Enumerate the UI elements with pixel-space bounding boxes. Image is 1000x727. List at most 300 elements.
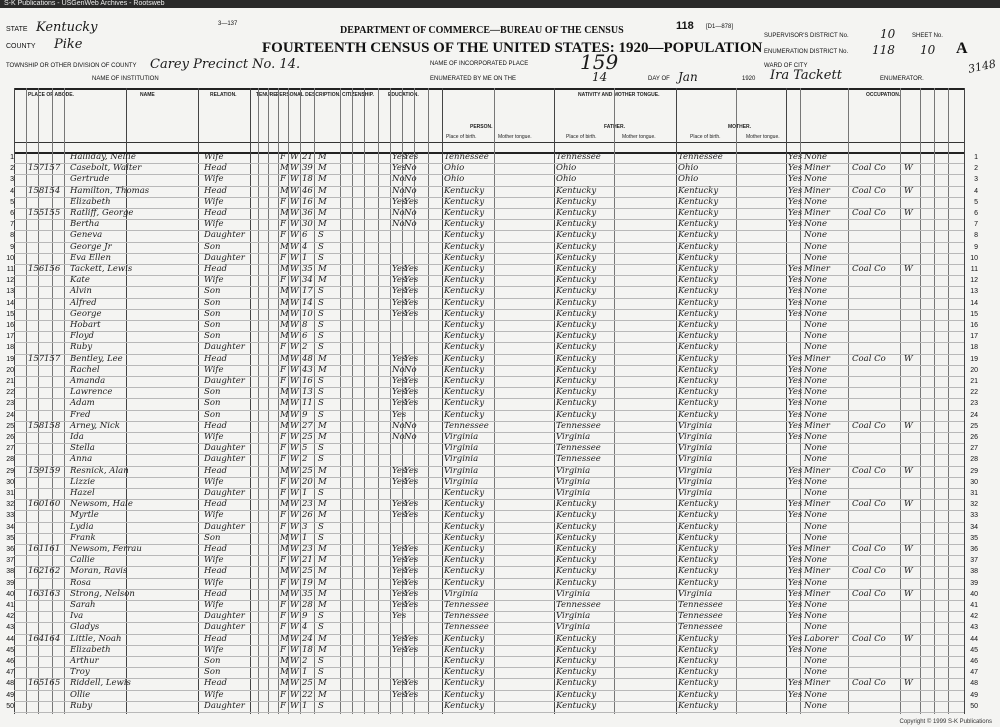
- marital-status: S: [318, 656, 324, 666]
- birthplace: Tennessee: [444, 600, 489, 610]
- race: W: [290, 432, 299, 442]
- day-of-label: DAY OF: [648, 76, 670, 82]
- marital-status: S: [318, 622, 324, 633]
- row-number: 14: [6, 299, 14, 307]
- person-name: Elizabeth: [70, 644, 111, 655]
- father-birthplace: Ohio: [556, 163, 577, 174]
- column-rule: [314, 88, 315, 714]
- age: 4: [302, 622, 308, 633]
- row-number-right: 33: [970, 512, 978, 520]
- age: 22: [302, 689, 313, 700]
- occupation: None: [804, 275, 828, 286]
- relation: Wife: [204, 364, 224, 375]
- margin-number: 3148: [966, 57, 998, 76]
- age: 28: [302, 600, 313, 610]
- occupation: Miner: [804, 163, 830, 174]
- row-number: 30: [6, 478, 14, 486]
- relation: Daughter: [204, 252, 245, 263]
- col-mother-pob: Place of birth.: [690, 134, 721, 140]
- col-mother: MOTHER.: [728, 124, 752, 130]
- sex: F: [280, 488, 286, 498]
- dwelling-number: 159: [28, 465, 45, 476]
- sheet-label: SHEET No.: [912, 33, 943, 39]
- occupation: None: [804, 510, 828, 521]
- age: 9: [302, 409, 308, 420]
- sex: M: [280, 241, 289, 252]
- mother-birthplace: Kentucky: [678, 208, 719, 218]
- race: W: [290, 488, 299, 498]
- row-number-right: 19: [970, 355, 978, 363]
- speaks-english: Yes: [788, 163, 803, 174]
- col-place-of-abode: PLACE OF ABODE.: [28, 92, 74, 98]
- birthplace: Kentucky: [444, 286, 485, 297]
- speaks-english: Yes: [788, 633, 803, 644]
- marital-status: M: [318, 353, 327, 364]
- mother-birthplace: Kentucky: [678, 633, 719, 644]
- row-number-right: 49: [970, 691, 978, 699]
- mother-birthplace: Kentucky: [678, 689, 719, 700]
- speaks-english: Yes: [788, 387, 803, 398]
- race: W: [290, 600, 299, 610]
- speaks-english: Yes: [788, 611, 803, 622]
- race: W: [290, 700, 299, 711]
- father-birthplace: Kentucky: [556, 364, 597, 375]
- speaks-english: Yes: [788, 409, 803, 420]
- father-birthplace: Virginia: [556, 488, 591, 498]
- sex: M: [280, 532, 289, 543]
- can-write: Yes: [404, 308, 419, 319]
- row-number-right: 21: [970, 378, 978, 385]
- mother-birthplace: Virginia: [678, 432, 713, 442]
- col-tenure: TENURE.: [256, 92, 278, 98]
- mother-birthplace: Kentucky: [678, 308, 719, 319]
- marital-status: S: [318, 230, 324, 241]
- mother-birthplace: Kentucky: [678, 566, 719, 577]
- incorporated-place-label: NAME OF INCORPORATED PLACE: [430, 61, 529, 67]
- relation: Head: [204, 420, 227, 431]
- speaks-english: Yes: [788, 544, 803, 554]
- can-read: Yes: [392, 398, 407, 409]
- age: 16: [302, 196, 313, 207]
- speaks-english: Yes: [788, 588, 803, 599]
- race: W: [290, 387, 299, 398]
- speaks-english: Yes: [788, 219, 803, 230]
- person-name: Stella: [70, 443, 95, 454]
- marital-status: M: [318, 600, 327, 610]
- relation: Daughter: [204, 622, 245, 633]
- person-name: Newsom, Ferrau: [70, 544, 142, 554]
- row-number-right: 27: [970, 445, 978, 453]
- race: W: [290, 544, 299, 554]
- row-number: 45: [6, 646, 14, 654]
- birthplace: Kentucky: [444, 409, 485, 420]
- age: 26: [302, 510, 313, 521]
- worker-class: W: [904, 544, 913, 554]
- row-number: 31: [6, 490, 14, 497]
- relation: Son: [204, 286, 221, 297]
- marital-status: M: [318, 163, 327, 174]
- dwelling-number: 158: [28, 420, 45, 431]
- sex: F: [280, 230, 286, 241]
- mother-birthplace: Kentucky: [678, 230, 719, 241]
- dwelling-number: 165: [28, 678, 45, 689]
- column-rule: [378, 88, 379, 714]
- relation: Head: [204, 588, 227, 599]
- marital-status: S: [318, 521, 324, 532]
- occupation: None: [804, 454, 828, 465]
- birthplace: Tennessee: [444, 152, 489, 162]
- row-number-right: 23: [970, 400, 978, 408]
- marital-status: S: [318, 308, 324, 319]
- archive-header-bar: S-K Publications - USGenWeb Archives - Rootsweb: [0, 0, 1000, 8]
- family-number: 155: [44, 208, 61, 218]
- person-name: Adam: [70, 398, 95, 409]
- father-birthplace: Virginia: [556, 611, 591, 622]
- person-name: Alfred: [70, 297, 97, 308]
- col-education: EDUCATION.: [388, 92, 419, 98]
- row-number-right: 48: [970, 680, 978, 688]
- industry: Coal Co: [852, 420, 886, 431]
- row-number: 48: [6, 680, 14, 688]
- speaks-english: Yes: [788, 275, 803, 286]
- sex: M: [280, 208, 289, 218]
- row-number-right: 13: [970, 288, 978, 296]
- father-birthplace: Kentucky: [556, 521, 597, 532]
- worker-class: W: [904, 208, 913, 218]
- can-write: Yes: [404, 510, 419, 521]
- sex: M: [280, 678, 289, 689]
- column-rule: [278, 88, 279, 714]
- race: W: [290, 308, 299, 319]
- can-read: Yes: [392, 499, 407, 510]
- race: W: [290, 667, 299, 678]
- can-write: Yes: [404, 566, 419, 577]
- birthplace: Kentucky: [444, 230, 485, 241]
- worker-class: W: [904, 420, 913, 431]
- person-name: Moran, Ravis: [70, 566, 128, 577]
- row-number-right: 1: [974, 154, 978, 161]
- occupation: Miner: [804, 264, 830, 274]
- father-birthplace: Kentucky: [556, 219, 597, 230]
- speaks-english: Yes: [788, 689, 803, 700]
- relation: Wife: [204, 174, 224, 185]
- can-read: Yes: [392, 644, 407, 655]
- mother-birthplace: Kentucky: [678, 331, 719, 342]
- row-number: 43: [6, 624, 14, 632]
- column-rule: [38, 88, 39, 714]
- dwelling-number: 157: [28, 163, 45, 174]
- row-number: 50: [6, 702, 14, 710]
- father-birthplace: Kentucky: [556, 566, 597, 577]
- birthplace: Kentucky: [444, 364, 485, 375]
- speaks-english: Yes: [788, 476, 803, 487]
- can-write: No: [404, 185, 417, 196]
- speaks-english: Yes: [788, 600, 803, 610]
- row-number-right: 45: [970, 646, 978, 654]
- census-sheet: [0, 8, 1000, 727]
- marital-status: M: [318, 275, 327, 286]
- relation: Daughter: [204, 454, 245, 465]
- relation: Daughter: [204, 611, 245, 622]
- occupation: Miner: [804, 499, 830, 510]
- can-read: No: [392, 174, 405, 185]
- enumeration-value: 118: [872, 43, 895, 57]
- can-write: Yes: [404, 633, 419, 644]
- marital-status: S: [318, 409, 324, 420]
- industry: Coal Co: [852, 678, 886, 689]
- marital-status: M: [318, 689, 327, 700]
- can-write: Yes: [404, 264, 419, 274]
- sex: F: [280, 364, 286, 375]
- can-write: Yes: [404, 398, 419, 409]
- mother-birthplace: Kentucky: [678, 398, 719, 409]
- age: 30: [302, 219, 313, 230]
- mother-birthplace: Virginia: [678, 443, 713, 454]
- father-birthplace: Kentucky: [556, 656, 597, 666]
- can-read: No: [392, 219, 405, 230]
- father-birthplace: Kentucky: [556, 320, 597, 330]
- can-write: Yes: [404, 600, 419, 610]
- birthplace: Kentucky: [444, 689, 485, 700]
- row-number-right: 32: [970, 501, 978, 509]
- birthplace: Tennessee: [444, 420, 489, 431]
- row-number-right: 15: [970, 310, 978, 318]
- marital-status: S: [318, 376, 324, 386]
- family-number: 165: [44, 678, 61, 689]
- row-number: 15: [6, 310, 14, 318]
- marital-status: S: [318, 611, 324, 622]
- speaks-english: Yes: [788, 364, 803, 375]
- row-number: 5: [10, 198, 14, 206]
- mother-birthplace: Kentucky: [678, 185, 719, 196]
- person-name: Ollie: [70, 689, 91, 700]
- person-name: Hazel: [70, 488, 95, 498]
- age: 25: [302, 566, 313, 577]
- marital-status: S: [318, 667, 324, 678]
- mother-birthplace: Kentucky: [678, 275, 719, 286]
- row-number: 38: [6, 568, 14, 576]
- occupation: None: [804, 297, 828, 308]
- person-name: Elizabeth: [70, 196, 111, 207]
- relation: Wife: [204, 476, 224, 487]
- relation: Daughter: [204, 376, 245, 386]
- industry: Coal Co: [852, 185, 886, 196]
- stamp-number: 118: [676, 20, 694, 32]
- race: W: [290, 208, 299, 218]
- birthplace: Kentucky: [444, 196, 485, 207]
- age: 1: [302, 700, 308, 711]
- age: 14: [302, 297, 313, 308]
- enumerator-name: Ira Tackett: [770, 68, 842, 83]
- column-rule: [428, 88, 429, 714]
- relation: Wife: [204, 432, 224, 442]
- industry: Coal Co: [852, 163, 886, 174]
- occupation: None: [804, 700, 828, 711]
- person-name: Callie: [70, 555, 95, 566]
- sex: F: [280, 454, 286, 465]
- marital-status: M: [318, 174, 327, 185]
- worker-class: W: [904, 465, 913, 476]
- relation: Daughter: [204, 488, 245, 498]
- occupation: Miner: [804, 566, 830, 577]
- race: W: [290, 152, 299, 162]
- col-name: NAME: [140, 92, 155, 98]
- can-write: Yes: [404, 644, 419, 655]
- relation: Son: [204, 308, 221, 319]
- race: W: [290, 376, 299, 386]
- can-read: Yes: [392, 196, 407, 207]
- age: 1: [302, 488, 308, 498]
- father-birthplace: Kentucky: [556, 208, 597, 218]
- race: W: [290, 678, 299, 689]
- row-number: 26: [6, 434, 14, 441]
- sex: M: [280, 499, 289, 510]
- occupation: None: [804, 443, 828, 454]
- industry: Coal Co: [852, 499, 886, 510]
- marital-status: M: [318, 196, 327, 207]
- family-number: 157: [44, 353, 61, 364]
- row-number: 37: [6, 557, 14, 565]
- father-birthplace: Kentucky: [556, 387, 597, 398]
- can-write: Yes: [404, 196, 419, 207]
- family-number: 156: [44, 264, 61, 274]
- age: 23: [302, 499, 313, 510]
- row-number: 32: [6, 501, 14, 509]
- mother-birthplace: Kentucky: [678, 521, 719, 532]
- sex: M: [280, 308, 289, 319]
- relation: Head: [204, 163, 227, 174]
- race: W: [290, 353, 299, 364]
- sex: M: [280, 163, 289, 174]
- can-read: Yes: [392, 465, 407, 476]
- age: 18: [302, 644, 313, 655]
- sex: F: [280, 577, 286, 588]
- age: 39: [302, 163, 313, 174]
- mother-birthplace: Kentucky: [678, 409, 719, 420]
- occupation: Miner: [804, 185, 830, 196]
- father-birthplace: Kentucky: [556, 633, 597, 644]
- row-number-right: 26: [970, 434, 978, 441]
- speaks-english: Yes: [788, 174, 803, 185]
- relation: Head: [204, 465, 227, 476]
- row-number: 9: [10, 243, 14, 251]
- row-number-right: 20: [970, 366, 978, 374]
- occupation: None: [804, 286, 828, 297]
- father-birthplace: Kentucky: [556, 286, 597, 297]
- relation: Wife: [204, 219, 224, 230]
- marital-status: S: [318, 387, 324, 398]
- father-birthplace: Ohio: [556, 174, 577, 185]
- sex: F: [280, 555, 286, 566]
- family-number: 161: [44, 544, 61, 554]
- can-write: Yes: [404, 465, 419, 476]
- relation: Son: [204, 297, 221, 308]
- birthplace: Kentucky: [444, 510, 485, 521]
- col-occupation: OCCUPATION.: [866, 92, 901, 98]
- sheet-value: 10: [920, 43, 936, 57]
- person-name: Troy: [70, 667, 90, 678]
- can-read: Yes: [392, 510, 407, 521]
- mother-birthplace: Kentucky: [678, 532, 719, 543]
- age: 43: [302, 364, 313, 375]
- column-rule: [614, 88, 615, 714]
- birthplace: Virginia: [444, 432, 479, 442]
- sex: F: [280, 152, 286, 162]
- marital-status: M: [318, 465, 327, 476]
- column-rule: [494, 88, 495, 714]
- mother-birthplace: Virginia: [678, 420, 713, 431]
- col-mother-tongue: Mother tongue.: [746, 134, 780, 140]
- family-number: 163: [44, 588, 61, 599]
- industry: Coal Co: [852, 544, 886, 554]
- can-write: Yes: [404, 387, 419, 398]
- marital-status: M: [318, 152, 327, 162]
- birthplace: Kentucky: [444, 566, 485, 577]
- relation: Wife: [204, 555, 224, 566]
- row-number: 10: [6, 254, 14, 262]
- birthplace: Kentucky: [444, 499, 485, 510]
- age: 21: [302, 555, 313, 566]
- race: W: [290, 185, 299, 196]
- speaks-english: Yes: [788, 420, 803, 431]
- speaks-english: Yes: [788, 286, 803, 297]
- row-number-right: 41: [970, 602, 978, 609]
- speaks-english: Yes: [788, 465, 803, 476]
- can-read: No: [392, 185, 405, 196]
- row-number: 17: [6, 333, 14, 341]
- occupation: Miner: [804, 544, 830, 554]
- occupation: Miner: [804, 420, 830, 431]
- relation: Head: [204, 353, 227, 364]
- mother-birthplace: Kentucky: [678, 241, 719, 252]
- column-rule: [554, 88, 555, 714]
- row-number-right: 5: [974, 198, 978, 206]
- sex: F: [280, 275, 286, 286]
- state-value: Kentucky: [36, 20, 98, 35]
- age: 19: [302, 577, 313, 588]
- can-write: Yes: [404, 499, 419, 510]
- father-birthplace: Kentucky: [556, 544, 597, 554]
- can-write: Yes: [404, 555, 419, 566]
- father-birthplace: Kentucky: [556, 499, 597, 510]
- can-read: Yes: [392, 152, 407, 162]
- mother-birthplace: Kentucky: [678, 320, 719, 330]
- column-rule: [352, 88, 353, 714]
- occupation: Miner: [804, 678, 830, 689]
- can-read: Yes: [392, 476, 407, 487]
- race: W: [290, 409, 299, 420]
- can-read: Yes: [392, 376, 407, 386]
- column-rule: [14, 88, 15, 714]
- mother-birthplace: Kentucky: [678, 286, 719, 297]
- speaks-english: Yes: [788, 264, 803, 274]
- column-rule: [786, 88, 787, 714]
- relation: Son: [204, 320, 221, 330]
- father-birthplace: Kentucky: [556, 577, 597, 588]
- row-number-right: 17: [970, 333, 978, 341]
- worker-class: W: [904, 499, 913, 510]
- marital-status: S: [318, 443, 324, 454]
- row-number-right: 37: [970, 557, 978, 565]
- mother-birthplace: Tennessee: [678, 622, 723, 633]
- can-read: No: [392, 432, 405, 442]
- marital-status: M: [318, 555, 327, 566]
- family-number: 162: [44, 566, 61, 577]
- can-read: Yes: [392, 163, 407, 174]
- row-divider: [14, 712, 964, 713]
- birthplace: Virginia: [444, 465, 479, 476]
- marital-status: M: [318, 644, 327, 655]
